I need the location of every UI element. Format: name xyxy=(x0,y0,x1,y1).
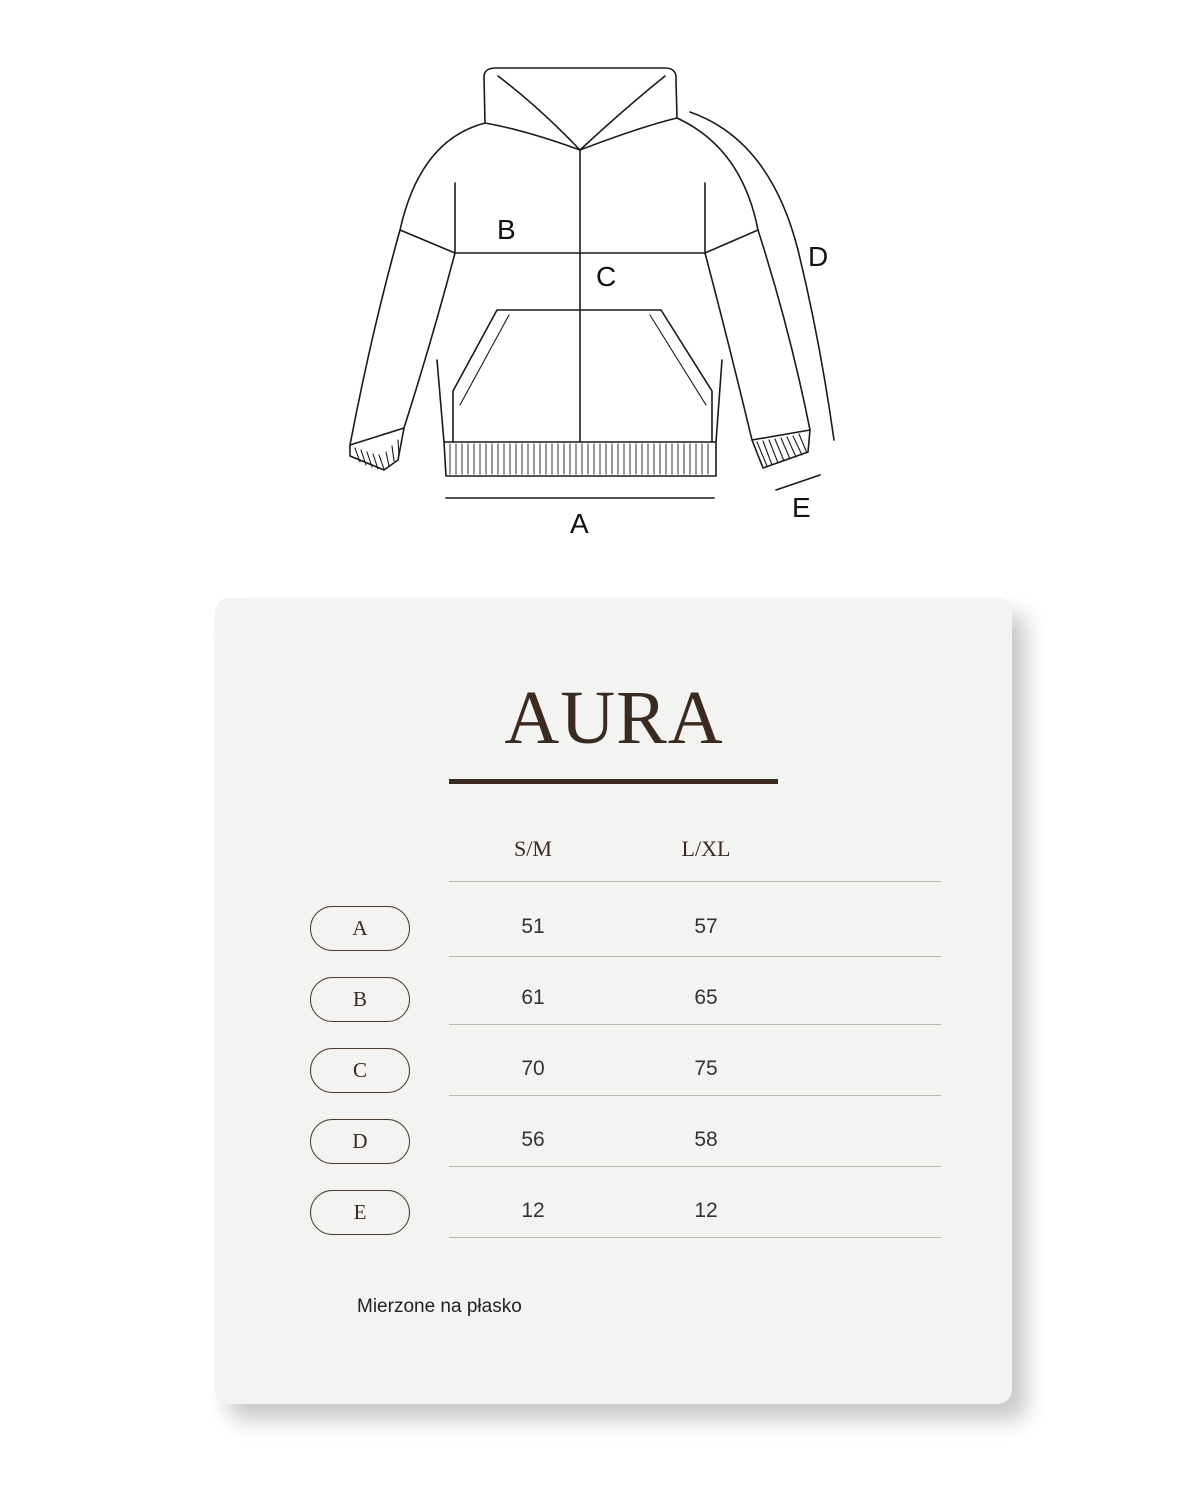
cell-e-sm: 12 xyxy=(521,1199,545,1222)
row-divider xyxy=(449,1095,941,1096)
cell-a-lxl: 57 xyxy=(694,915,718,938)
row-label-d: D xyxy=(310,1119,410,1164)
body-right-armhole xyxy=(705,230,758,253)
hem-band xyxy=(444,442,716,476)
right-sleeve-outer xyxy=(758,230,810,430)
left-sleeve-outer xyxy=(350,230,400,445)
cell-e-lxl: 12 xyxy=(694,1199,718,1222)
hood-inner-line-right xyxy=(580,76,665,150)
row-divider xyxy=(449,1166,941,1167)
hood-outline xyxy=(484,68,677,150)
left-cuff xyxy=(350,428,404,470)
hoodie-diagram xyxy=(0,0,1200,560)
header-divider xyxy=(449,881,941,882)
measure-line-e xyxy=(776,475,820,490)
cell-b-sm: 61 xyxy=(521,986,545,1009)
hem-rib xyxy=(450,444,708,474)
brand-title: AURA xyxy=(504,676,724,760)
pocket-inner-right xyxy=(650,315,706,405)
row-label-b: B xyxy=(310,977,410,1022)
row-divider xyxy=(449,1024,941,1025)
label-a: A xyxy=(570,508,589,539)
title-underline xyxy=(449,779,778,784)
cell-a-sm: 51 xyxy=(521,915,545,938)
left-shoulder xyxy=(400,123,485,230)
left-sleeve-inner xyxy=(404,253,455,428)
label-c: C xyxy=(596,261,617,292)
body-left-armhole xyxy=(400,230,455,253)
cell-c-lxl: 75 xyxy=(694,1057,718,1080)
cell-b-lxl: 65 xyxy=(694,986,718,1009)
right-shoulder xyxy=(677,118,758,230)
cell-d-sm: 56 xyxy=(521,1128,545,1151)
row-label-a: A xyxy=(310,906,410,951)
column-header-lxl: L/XL xyxy=(681,836,731,861)
pocket xyxy=(453,310,712,442)
label-b: B xyxy=(497,214,516,245)
row-label-e: E xyxy=(310,1190,410,1235)
row-label-c: C xyxy=(310,1048,410,1093)
label-d: D xyxy=(808,241,829,272)
cell-d-lxl: 58 xyxy=(694,1128,718,1151)
column-header-sm: S/M xyxy=(514,836,552,861)
hood-inner-line xyxy=(498,76,580,150)
label-e: E xyxy=(792,492,811,523)
pocket-inner-left xyxy=(460,315,509,405)
measurement-note: Mierzone na płasko xyxy=(357,1296,522,1317)
row-divider xyxy=(449,956,941,957)
row-divider xyxy=(449,1237,941,1238)
body-right-side xyxy=(705,183,722,442)
right-cuff xyxy=(752,430,810,468)
cell-c-sm: 70 xyxy=(521,1057,545,1080)
